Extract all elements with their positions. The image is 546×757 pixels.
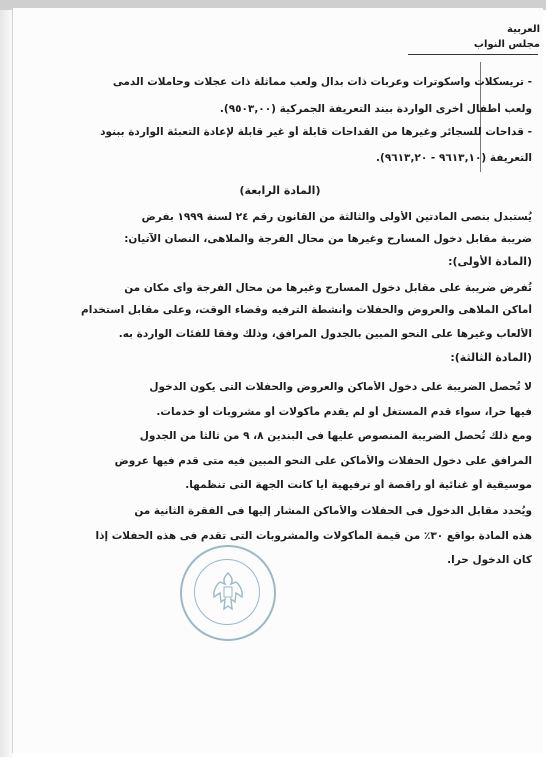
page-edge-shadow (0, 0, 12, 757)
letterhead (400, 22, 540, 52)
article-subheading: (المادة الأولى): (448, 255, 532, 268)
paragraph-line: تُفرض ضريبة على مقابل دخول المسارح وغيرها من محال الفرجة وأى مكان من (124, 282, 532, 294)
article-heading: (المادة الرابعة) (239, 184, 321, 197)
paragraph-line: موسيقية أو غنائية أو راقصة أو ترفيهية أياً كانت الجهة التى تنظمها. (185, 479, 532, 491)
paragraph-line: - تريسكلات واسكوترات وعربات ذات بدال ولعب مماثلة ذات عجلات وحاملات الدمى (112, 76, 532, 88)
paragraph-line: لا تُحصل الضريبة على دخول الأماكن والعروض والحفلات التى يكون الدخول (149, 381, 532, 393)
eagle-emblem-icon (210, 569, 246, 615)
article-subheading: (المادة الثالثة): (450, 351, 532, 364)
paragraph-line: ضريبة مقابل دخول المسارح وغيرها من محال الفرجة والملاهى، النصان الآتيان: (124, 233, 532, 245)
paragraph-line: المرافق على دخول الحفلات والأماكن على النحو المبين فيه متى قدم فيها عروض (114, 455, 532, 467)
official-seal-stamp (180, 545, 276, 641)
paragraph-line: ومع ذلك تُحصل الضريبة المنصوص عليها فى البندين ٨، ٩ من ثالثاً من الجدول (139, 430, 532, 442)
paragraph-line: - قداحات للسجائر وغيرها من القداحات قابلة أو غير قابلة لإعادة التعبئة الواردة ببنود (100, 126, 532, 138)
letterhead-line-1: العربية (507, 24, 540, 35)
paragraph-line: أماكن الملاهى والعروض والحفلات وأنشطة الترفيه وقضاء الوقت، وعلى مقابل استخدام (81, 304, 532, 316)
paragraph-line: الألعاب وغيرها على النحو المبين بالجدول المرافق، وذلك وفقاً للفئات الواردة به. (118, 328, 532, 340)
paragraph-line: ولعب أطفال أخرى الواردة ببند التعريفة الجمركية (٩٥٠٣,٠٠). (219, 103, 532, 115)
paragraph-line: ويُحدد مقابل الدخول فى الحفلات والأماكن المشار إليها فى الفقرة الثانية من (134, 505, 532, 517)
paragraph-line: التعريفة (٩٦١٣,١٠ - ٩٦١٣,٢٠). (376, 152, 532, 164)
paragraph-line: فيها حراً، سواء قدم المستغل أو لم يقدم مأكولات أو مشروبات أو خدمات. (156, 406, 532, 418)
letterhead-rule (408, 54, 538, 55)
letterhead-line-2: مجلس النواب (473, 39, 540, 50)
paragraph-line: هذه المادة بواقع ٣٠٪ من قيمة المأكولات والمشروبات التى تقدم فى هذه الحفلات إذا (95, 530, 532, 542)
paragraph-line: يُستبدل بنصى المادتين الأولى والثالثة من القانون رقم ٢٤ لسنة ١٩٩٩ بفرض (141, 211, 532, 223)
paragraph-line: كان الدخول حراً. (447, 554, 532, 566)
